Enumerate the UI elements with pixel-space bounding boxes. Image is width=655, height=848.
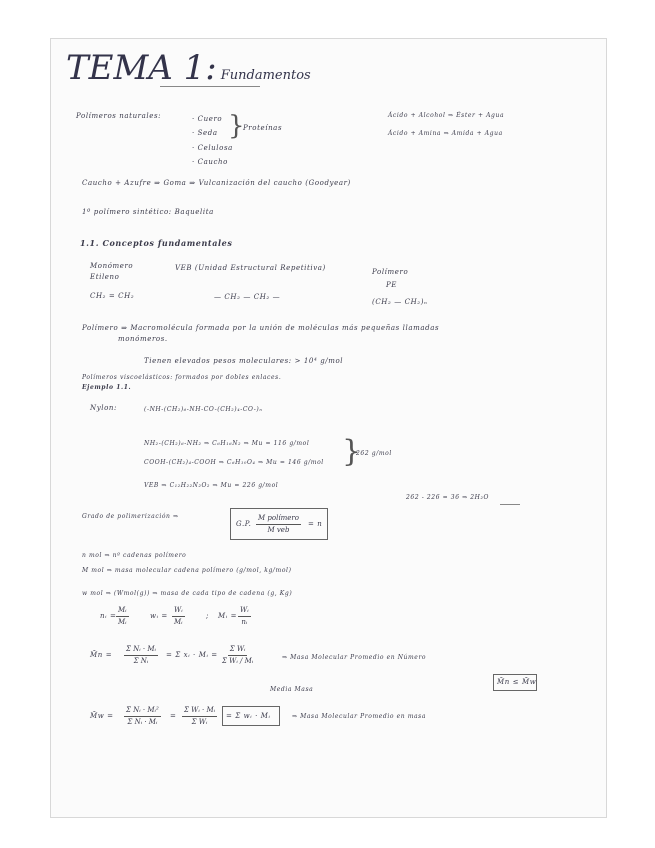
veb-label: VEB (Unidad Estructural Repetitiva) [175,264,326,272]
ni-fraction [116,605,129,628]
page-title: TEMA 1: Fundamentos [66,48,311,88]
definition-line: M mol ⇒ masa molecular cadena polímero (g/mol, kg/mol) [82,567,292,574]
reaction-amide: Ácido + Amina ⇒ Amida + Agua [388,130,503,137]
nylon-difference: 262 - 226 = 36 ⇒ 2H₂O [406,494,490,501]
wi-numerator: Wᵢ [172,605,185,617]
water-underline [500,504,520,505]
example-label: Ejemplo 1.1. [82,384,132,391]
mw-numerator: Σ Nᵢ · Mᵢ² [124,705,161,717]
wi-denominator: Mᵢ [174,618,183,626]
mi-lhs: Mᵢ = [218,612,238,620]
mn-lhs: M̄n = [90,651,113,659]
natural-label: Polímeros naturales: [76,112,162,120]
viscoelastic-note: Polímeros viscoelásticos: formados por dobles enlaces. [82,374,282,381]
polymer-formula: (CH₂ — CH₂)ₙ [372,298,428,306]
mw-equals: = [170,712,177,720]
natural-item: · Celulosa [192,144,233,152]
brace: } [342,434,362,469]
monomer-label: Monómero [90,262,134,270]
mn-equals: = Σ xᵢ · Mᵢ = [166,651,218,659]
gp-denominator: M veb [267,526,290,534]
mw-description: ⇒ Masa Molecular Promedio en masa [292,713,427,720]
wi-fraction [172,605,185,628]
title-underline [160,86,260,87]
gp-rhs: = n [308,520,323,528]
mi-fraction [238,605,251,628]
wi-lhs: wᵢ = [150,612,168,620]
mw-denominator: Σ Wᵢ [191,718,208,726]
polymer-abbrev: PE [386,281,398,289]
ni-lhs: nᵢ = [100,612,117,620]
polymer-definition-cont: monómeros. [118,335,168,343]
veb-formula: — CH₂ — CH₂ — [214,293,281,301]
paper-sheet [50,38,607,818]
mn-numerator: Σ Wᵢ [228,644,248,656]
natural-item: · Seda [192,129,218,137]
mw-lhs: M̄w = [90,712,114,720]
mn-denominator: Σ Wᵢ / Mᵢ [222,657,254,665]
gp-label: Grado de polimerización ⇒ [82,513,179,520]
gp-box [230,508,328,540]
nylon-reactant-1: NH₂-(CH₂)₆-NH₂ ⇒ C₆H₁₆N₂ ⇒ Mu = 116 g/mol [144,440,310,447]
monomer-name: Etileno [90,273,120,281]
definition-line: w mol ⇒ (Wmol(g)) ⇒ masa de cada tipo de cadena (g, Kg) [82,590,293,597]
mn-mw-inequality: M̄n ≤ M̄w [497,678,537,686]
natural-item: · Cuero [192,115,223,123]
ni-numerator: Mᵢ [116,605,129,617]
nylon-label: Nylon: [90,404,117,412]
mw-numerator: Σ Wᵢ · Mᵢ [182,705,217,717]
mw-sum-box [222,706,280,726]
first-synthetic-note: 1º polímero sintético: Baquelita [82,208,214,216]
nylon-veb: VEB ⇒ C₁₂H₂₂N₂O₂ ⇒ Mu = 226 g/mol [144,482,279,489]
nylon-total-mass: 262 g/mol [356,450,392,457]
mn-description: ⇒ Masa Molecular Promedio en Número [282,654,427,661]
mi-denominator: nᵢ [241,618,248,626]
separator: ; [206,612,209,620]
gp-lhs: G.P. [236,520,252,528]
mw-denominator: Σ Nᵢ · Mᵢ [127,718,158,726]
polymer-definition: Polímero ⇒ Macromolécula formada por la unión de moléculas más pequeñas llamadas [82,324,440,332]
nylon-repeat-unit: (-NH-(CH₂)₆-NH-CO-(CH₂)₄-CO-)ₙ [144,406,263,413]
mw-fraction-1 [124,705,161,728]
page-subtitle: Fundamentos [220,68,311,83]
mw-fraction-2 [182,705,217,728]
mn-denominator: Σ Nᵢ [133,657,149,665]
mn-numerator: Σ Nᵢ · Mᵢ [124,644,158,656]
mi-numerator: Wᵢ [238,605,251,617]
mw-sum: = Σ wᵢ · Mᵢ [226,712,271,720]
natural-group: Proteínas [243,124,283,132]
section-heading: 1.1. Conceptos fundamentales [80,238,233,248]
mn-fraction-1 [124,644,158,667]
gp-numerator: M polímero [256,513,301,525]
natural-item: · Caucho [192,158,228,166]
molecular-weight-note: Tienen elevados pesos moleculares: > 10⁴ g/mol [144,357,344,365]
nylon-reactant-2: COOH-(CH₂)₄-COOH ⇒ C₆H₁₀O₄ ⇒ Mu = 146 g/mol [144,459,324,466]
reaction-ester: Ácido + Alcohol ⇒ Éster + Agua [388,112,505,119]
media-masa-note: Media Masa [270,686,314,693]
mn-fraction-2 [222,644,253,667]
vulcanization-note: Caucho + Azufre ⇒ Goma ⇒ Vulcanización del caucho (Goodyear) [82,179,351,187]
inequality-box [493,674,537,691]
brace: } [228,111,245,141]
definition-line: n mol ⇒ nº cadenas polímero [82,552,187,559]
polymer-label: Polímero [372,268,409,276]
monomer-formula: CH₂ = CH₂ [90,292,135,300]
ni-denominator: Mᵢ [118,618,127,626]
